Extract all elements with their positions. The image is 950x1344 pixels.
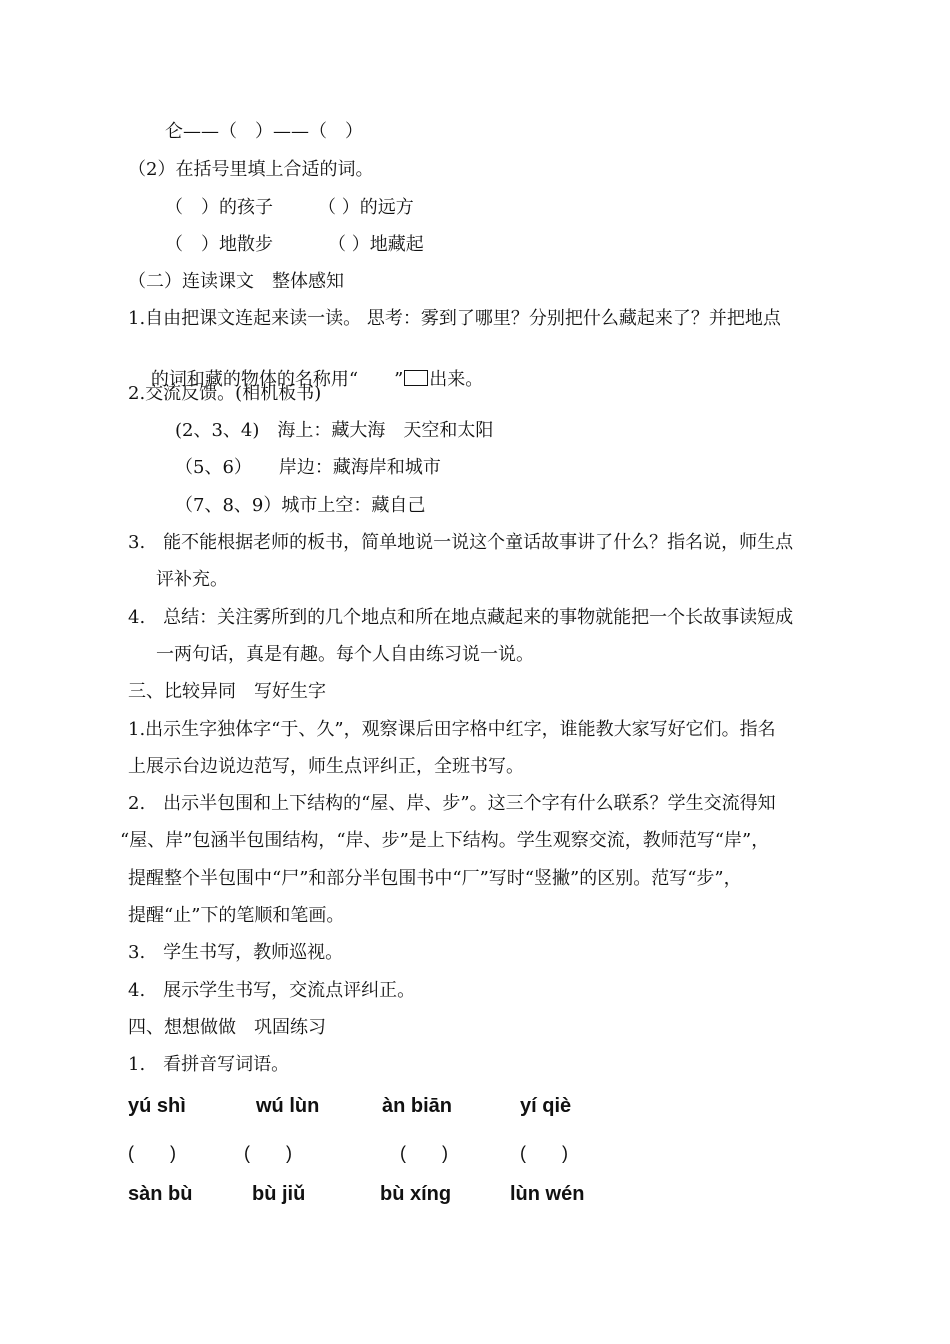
text-line: 上展示台边说边范写，师生点评纠正，全班书写。	[128, 756, 524, 777]
text-line: “屋、岸”包涵半包围结构，“岸、步”是上下结构。学生观察交流，教师范写“岸”，	[120, 830, 770, 851]
text-line: 4. 总结：关注雾所到的几个地点和所在地点藏起来的事物就能把一个长故事读短成	[128, 607, 794, 628]
text-line: 4. 展示学生书写，交流点评纠正。	[128, 980, 416, 1001]
text-line: 2.交流反馈。(相机板书)	[128, 383, 322, 404]
section-heading: 四、想想做做 巩固练习	[128, 1017, 326, 1038]
text-line: 提醒“止”下的笔顺和笔画。	[128, 905, 345, 926]
text-line: （5、6） 岸边：藏海岸和城市	[175, 457, 441, 478]
text-line: 3. 学生书写，教师巡视。	[128, 942, 344, 963]
text-line: 仑——（ ）——（ ）	[165, 121, 363, 142]
text-line: （ ）地散步	[165, 234, 273, 255]
text-line: 3. 能不能根据老师的板书，简单地说一说这个童话故事讲了什么？指名说，师生点	[128, 532, 794, 553]
pinyin-word: yí qiè	[520, 1095, 572, 1117]
text-line: 评补充。	[156, 569, 228, 590]
section-heading: （二）连读课文 整体感知	[128, 271, 344, 292]
text-line: 一两句话，真是有趣。每个人自由练习说一说。	[156, 644, 534, 665]
text-line: （ ）的远方	[318, 197, 414, 218]
answer-blank: ( )	[400, 1143, 448, 1163]
text-line: 1.出示生字独体字“于、久”，观察课后田字格中红字，谁能教大家写好它们。指名	[128, 719, 776, 740]
text-line: （7、8、9）城市上空：藏自己	[175, 495, 426, 516]
text-line: 2. 出示半包围和上下结构的“屋、岸、步”。这三个字有什么联系？学生交流得知	[128, 793, 776, 814]
text-line: 1.自由把课文连起来读一读。 思考：雾到了哪里？分别把什么藏起来了？并把地点	[128, 308, 781, 329]
pinyin-word: lùn wén	[510, 1183, 585, 1205]
box-mark-icon	[404, 370, 428, 386]
text-line: （2）在括号里填上合适的词。	[128, 159, 374, 180]
answer-blank: ( )	[520, 1143, 568, 1163]
text-line: （ ）地藏起	[328, 234, 424, 255]
pinyin-word: àn biān	[382, 1095, 453, 1117]
pinyin-word: bù jiǔ	[252, 1183, 306, 1205]
section-heading: 三、比较异同 写好生字	[128, 681, 326, 702]
pinyin-word: wú lùn	[256, 1095, 320, 1117]
answer-blank: ( )	[244, 1143, 292, 1163]
text-fragment: 的词和藏的物体的名称用“ ”	[150, 369, 404, 390]
pinyin-word: yú shì	[128, 1095, 186, 1117]
text-line: 1. 看拼音写词语。	[128, 1054, 290, 1075]
text-fragment: 出来。	[429, 369, 484, 390]
answer-blank: ( )	[128, 1143, 176, 1163]
pinyin-word: bù xíng	[380, 1183, 452, 1205]
text-line: (2、3、4) 海上：藏大海 天空和太阳	[175, 420, 494, 441]
pinyin-word: sàn bù	[128, 1183, 193, 1205]
text-line: 提醒整个半包围中“尸”和部分半包围书中“厂”写时“竖撇”的区别。范写“步”，	[128, 868, 742, 889]
text-line: （ ）的孩子	[165, 197, 273, 218]
